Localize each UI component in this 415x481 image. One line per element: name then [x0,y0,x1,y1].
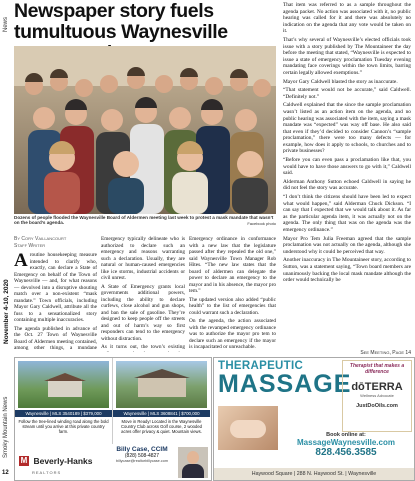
paragraph: Another inaccuracy in The Mountaineer story, according to Sutton, was a statement saying, “Town board members are unanimously backing the local mask mandate although the order would technically be [283,257,411,284]
article-column-2 [101,236,185,352]
massage-site: MassageWaynesville.com [297,438,395,447]
booking-info [280,432,412,458]
paragraph: “I don’t think the citizens should have been led to expect what would happen,” said Alderman Chuck Dickson. “I can say that I expected that we would talk about it. As far as the particular agenda item, it was actually not on the agenda. The only thing that was on the agenda was the emergency ordinance.” [283,194,411,233]
realestate-ad [14,357,212,481]
doterra-sub: Wellness Advocate [360,393,394,398]
article-column-1 [14,252,97,352]
section-label: News [3,16,9,32]
paragraph: That’s why several of Waynesville’s elected officials took issue with a story published by The Mountaineer the day before the meeting that stated, “Waynesville is expected to issue a state of emergency proclamation Tuesday evening mandating face coverings within the town limits, barring certain legally allowed exemptions.” [283,36,411,76]
paragraph: “That statement would not be accurate,” said Caldwell. “Definitely not.” [283,87,411,100]
paragraph: As it turns out, the town’s existing [101,344,185,350]
agent-name: Billy Case, CCIM [116,446,168,453]
brand-tag: REALTORS [32,470,62,475]
headline: Newspaper story fuels tumultuous Waynesville [14,0,228,43]
doterra-site: JustDoOils.com [356,403,398,409]
paragraph: That item was referred to as a sample throughout the agenda packet. No action was associated with it, no public hearing was called for it and there was absolutely no indication on the agenda that any vote would be taken on it. [283,2,411,35]
doterra-box [342,360,412,432]
issue-date: November 4-10, 2020 [3,279,10,344]
agent-photo [178,447,208,478]
listing-2 [113,358,210,444]
massage-phone: 828.456.3585 [315,447,377,458]
agent-email: billycase@realtorbillycase.com [116,459,168,463]
paragraph: “Before you can even pass a proclamation like that, you would have to have those answers to go with it,” Caldwell said. [283,157,411,177]
massage-address: Haywood Square | 288 N. Haywood St. | Waynesville [214,468,414,480]
paragraph: Emergency typically delineate who is authorized to declare such an emergency and reasons warranting such a declaration. Usually, they are natural or human-caused emergencies like ice storms, industrial accidents or civil unrest. [101,236,185,281]
paragraph: Mayor Pro Tem Julia Freeman agreed that the sample proclamation was not actually on the agenda, although she understood why it could be perceived that way. [283,235,411,255]
house-photo [116,361,207,408]
book-label: Book online at: [326,432,366,438]
agent-info [107,446,177,463]
photo-credit: Facebook photo [247,221,276,226]
brand-mark-icon: M [20,455,28,465]
doterra-headline: Therapist that makes a difference [349,363,405,375]
continued-jump: See Meeting, Page 14 [360,350,411,356]
massage-title [218,360,352,398]
paragraph: Caldwell explained that the since the sample proclamation wasn’t listed as an action item on the agenda, and no public hearing was associated with the item, saying a mask mandate was “expected” was way off base. He also said that even if they’d decided to consider Cannon’s “sample proclamation,” there were too many defects — for example, how does it apply to schools, to churches and to private businesses? [283,102,411,155]
paragraph: The agenda published in advance of the Oct. 27 Town of Waynesville Board of Aldermen meeting contained, among other things, a mundane [14,325,97,351]
massage-photo [218,406,278,450]
paragraph: Emergency ordinance in conformance with a new law that the legislature passed after they repealed the old one,” said Waynesville Town Manager Rob Hites. “The new law states that the board of aldermen can delegate the power to declare an emergency to the mayor and in his absence, the mayor pro tem.” [189,236,276,294]
article-column-4 [283,2,411,348]
brand-name: Beverly-Hanks [33,455,93,466]
drop-cap: A [14,252,28,271]
author-role: Staff Writer [14,243,46,249]
listing-1-mls: Waynesville | MLS 3540189 | $379,000 [15,410,112,417]
massage-title-top: THERAPEUTIC [218,360,304,372]
article-column-3 [189,236,276,352]
paragraph: On the agenda, the action associated with the revamped emergency ordinance was to authorize the mayor pro tem to declare such an emergency if the mayor is incapacitated or unreachable. [189,318,276,350]
paragraph: Mayor Gary Caldwell blasted the story as inaccurate. [283,78,398,85]
crowd-photo [14,46,276,214]
doterra-logo: dōTERRA [351,381,403,393]
page-number: 12 [2,470,9,476]
paper-name: Smoky Mountain News [3,396,9,458]
house-photo [18,361,109,408]
photo-caption [14,215,276,225]
listing-1 [15,358,113,444]
listing-2-mls: Waynesville | MLS 3608841 | $700,000 [113,410,210,417]
paragraph: A State of Emergency grants local governments additional powers, including the ability to declare curfews, close alcohol and gun shops, and ban the sale of gasoline. They’re designed to keep people off the streets and out of harm’s way so first responders can tend to the emergency without distraction. [101,283,185,342]
paragraph: The updated version also added “public health” to the list of emergencies that could warrant such a declaration. [189,296,276,316]
massage-ad [213,357,415,481]
paragraph: Alderman Anthony Sutton echoed Caldwell in saying he did not feel the story was accurate. [283,178,411,192]
listing-1-desc: Follow the tree-lined winding road along the bold stream until you arrive at this private country farm. [18,419,109,434]
caption-text: Dozens of people flooded the Waynesville Board of Aldermen meeting last week to protest a mask mandate that wasn’t on the board’s agenda. [14,215,274,225]
author-name: By Cory Vaillancourt [14,236,67,242]
brand-logo [19,452,105,475]
side-strip [0,0,12,480]
paragraph: routine housekeeping measure intended to clarify who, exactly, can declare a State of Emergency on behalf of the Town of Waynesville — and, for what reasons — devolved into a disruptive shouting match over a non-existent “mask mandate.” Town officials, including Mayor Gary Caldwell, attribute all the fuss to a sensationalized story containing multiple inaccuracies. [14,252,97,323]
listing-2-desc: Move in Ready! Located in the Waynesville Country Club across Golf course, 2 wooded acres offer privacy & quiet. Mountain views. [121,419,202,434]
massage-title-bottom: MASSAGE [218,370,352,398]
byline [14,236,66,250]
agent-phone: (828) 508-4827 [124,453,160,459]
